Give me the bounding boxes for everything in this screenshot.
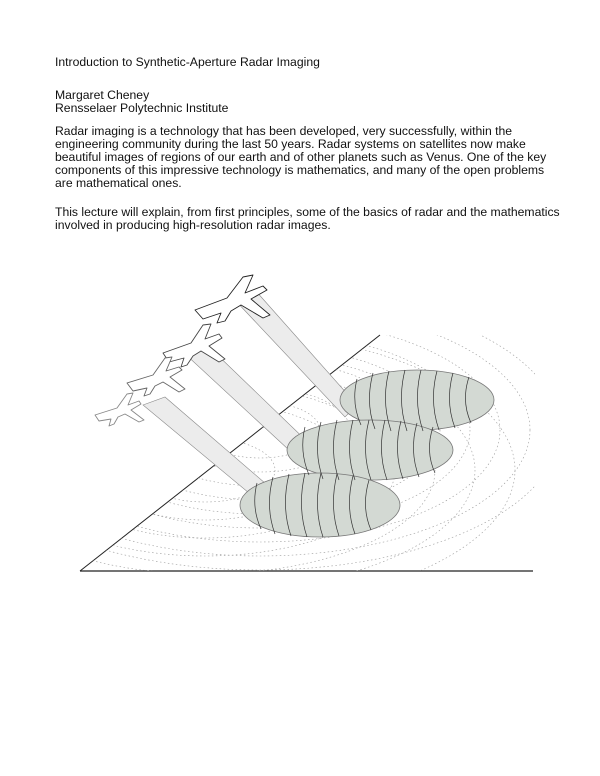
lecture-paragraph	[55, 206, 575, 232]
institution-name: Rensselaer Polytechnic Institute	[55, 101, 229, 115]
intro-paragraph	[55, 125, 575, 190]
paragraph-line: engineering community during the last 50 years. Radar systems on satellites now make	[55, 137, 526, 151]
page-title: Introduction to Synthetic-Aperture Radar Imaging	[55, 55, 320, 69]
paragraph-line: Radar imaging is a technology that has been developed, very successfully, within the	[55, 124, 513, 138]
paragraph-line: are mathematical ones.	[55, 176, 182, 190]
sar-illustration	[55, 255, 535, 575]
paragraph-line: This lecture will explain, from first principles, some of the basics of radar and the mathematics	[55, 205, 560, 219]
paragraph-line: involved in producing high-resolution radar images.	[55, 218, 331, 232]
author-name: Margaret Cheney	[55, 88, 150, 102]
paragraph-line: components of this impressive technology is mathematics, and many of the open problems	[55, 163, 545, 177]
paragraph-line: beautiful images of regions of our earth and of other planets such as Venus. One of the key	[55, 150, 547, 164]
